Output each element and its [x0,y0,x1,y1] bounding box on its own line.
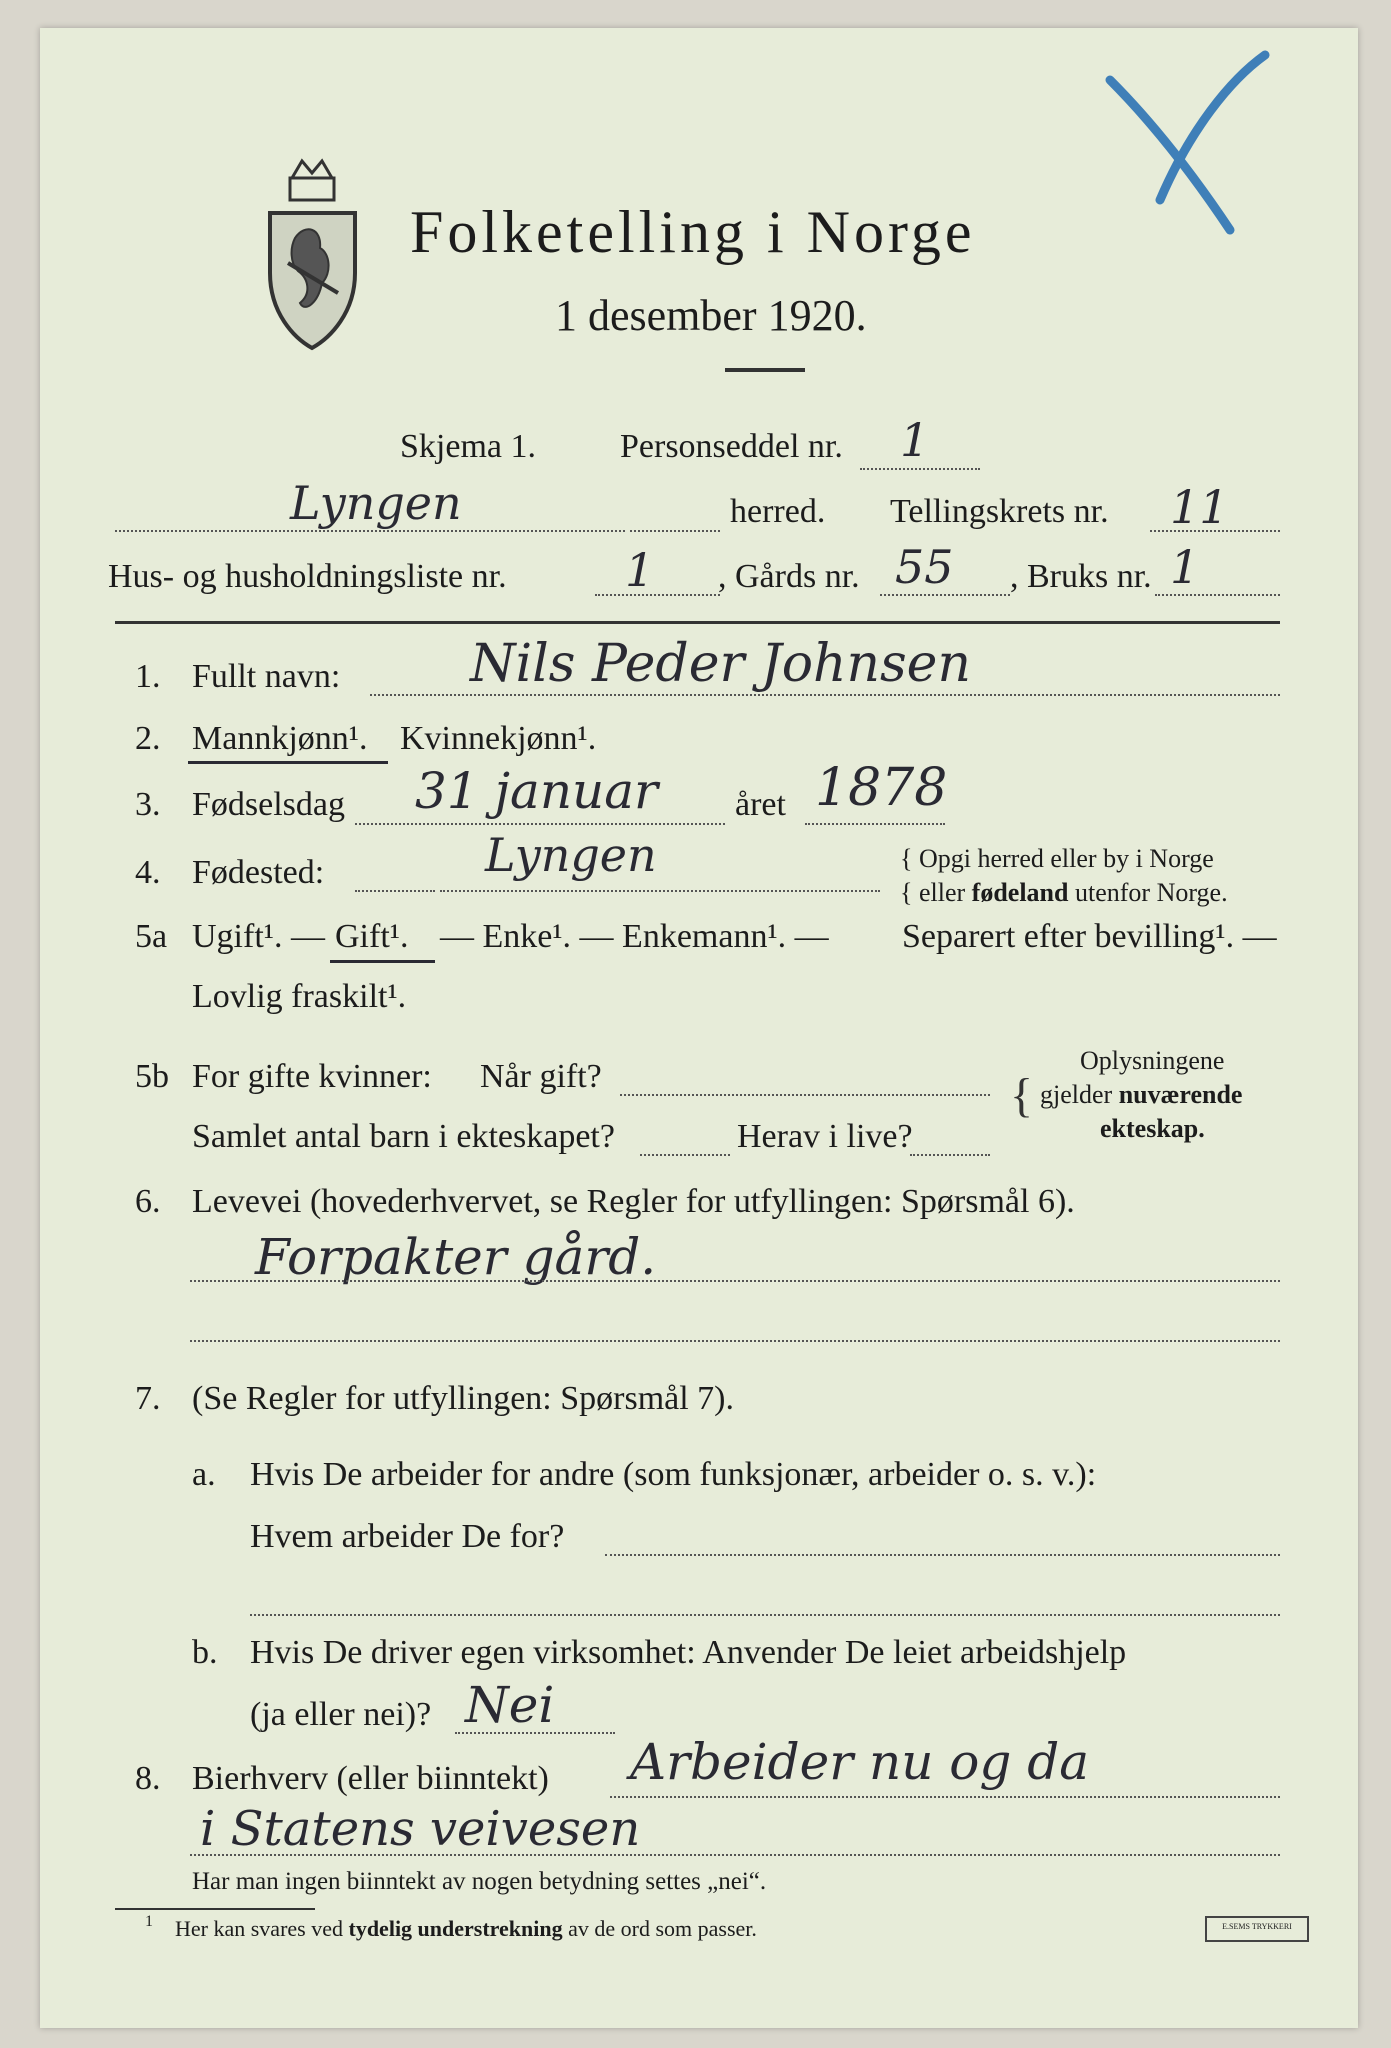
q5a-fraskilt: Lovlig fraskilt¹. [192,978,407,1015]
q4-note-1: { Opgi herred eller by i Norge [900,844,1214,873]
q7b-letter: b. [192,1634,218,1671]
bruks-label: , Bruks nr. [1010,558,1152,595]
q5a-number: 5a [135,918,168,955]
q5a-ugift: Ugift¹. — [192,918,325,955]
q3-number: 3. [135,786,161,823]
q1-label: Fullt navn: [192,658,341,695]
skjema-label: Skjema 1. [400,428,536,465]
personseddel-label: Personseddel nr. [620,428,843,465]
blue-x-mark-icon [1080,40,1280,250]
q5b-herav: Herav i live? [737,1118,913,1155]
q7b-value: Nei [465,1676,555,1734]
q1-value: Nils Peder Johnsen [470,634,971,694]
q3-label: Fødselsdag [192,786,345,823]
q4-value: Lyngen [485,828,657,882]
q5b-note-3: ekteskap. [1100,1114,1205,1143]
q8-value-2: i Statens veivesen [200,1801,641,1857]
q7b-question: (ja eller nei)? [250,1696,432,1733]
q5a-rest: — Enke¹. — Enkemann¹. — [440,918,829,955]
q4-number: 4. [135,854,161,891]
q5a-separert: Separert efter bevilling¹. — [902,918,1277,955]
q1-number: 1. [135,658,161,695]
q6-label: Levevei (hovederhvervet, se Regler for utfyllingen: Spørsmål 6). [192,1183,1075,1220]
q7-number: 7. [135,1380,161,1417]
q5a-gift: Gift¹. [335,918,409,955]
hus-value: 1 [625,543,655,597]
q3-value: 31 januar [415,762,658,820]
footnote-text: Her kan svares ved tydelig understrekning av de ord som passer. [175,1916,757,1941]
q6-number: 6. [135,1183,161,1220]
q5b-note-2: gjelder nuværende [1040,1080,1243,1109]
q8-label: Bierhverv (eller biinntekt) [192,1760,549,1797]
q8-note: Har man ingen biinntekt av nogen betydning settes „nei“. [192,1868,767,1895]
q7a-question: Hvem arbeider De for? [250,1518,565,1555]
tellingskrets-label: Tellingskrets nr. [890,493,1109,530]
bruks-value: 1 [1170,540,1200,594]
coat-of-arms-icon [260,153,365,353]
form-date: 1 desember 1920. [555,291,867,340]
gards-value: 55 [895,540,954,594]
q6-value: Forpakter gård. [255,1228,657,1286]
census-form: Folketelling i Norge 1 desember 1920. Skjema 1. Personseddel nr. 1 Lyngen herred. Tellingskrets nr. 11 Hus- og husholdningsliste nr. 1 , Gårds nr. 55 , Bruks nr. 1 1. Fullt navn: Nils Peder Johnsen 2. Mannkjønn¹. Kvinnekjønn¹. 3. Fødselsdag 31 januar året 1878 4. Fødested: Lyngen { Opgi herred eller by i Norge { eller fødeland utenfor Norge. 5a Ugift¹. — Gift¹. — Enke¹. — Enkemann¹. — Separert efter bevilling¹. — Lovlig fraskilt¹. 5b For gifte kvinner: Når gift? Samlet antal barn i ekteskapet? Herav i live? { Oplysningene gjelder nuværende ekteskap. 6. Levevei (hovederhvervet, se Regler for utfyllingen: Spørsmål 6). Forpakter gård. 7. (Se Regler for utfyllingen: Spørsmål 7). a. Hvis De arbeider for andre (som funksjonær, arbeider o. s. v.): Hvem arbeider De for? b. Hvis De driver egen virksomhet: Anvender De leiet arbeidshjelp (ja eller nei)? Nei 8. Bierhverv (eller biinntekt) Arbeider nu og da i Statens veivesen Har man ingen biinntekt av nogen betydning settes „nei“. 1 Her kan svares ved tydelig understrekning av de ord som passer. E.SEMS TRYKKERI [40,28,1358,2028]
q7-label: (Se Regler for utfyllingen: Spørsmål 7). [192,1380,735,1417]
q3-year: 1878 [815,758,948,818]
q5b-label: For gifte kvinner: [192,1058,432,1095]
q8-number: 8. [135,1760,161,1797]
q4-label: Fødested: [192,854,325,891]
form-title: Folketelling i Norge [410,199,976,265]
q5b-naar: Når gift? [480,1058,602,1095]
q5b-number: 5b [135,1058,169,1095]
hus-label: Hus- og husholdningsliste nr. [108,558,507,595]
tellingskrets-value: 11 [1170,480,1229,534]
q2-kvinne: Kvinnekjønn¹. [400,720,597,757]
q5b-samlet: Samlet antal barn i ekteskapet? [192,1118,615,1155]
herred-value: Lyngen [290,476,462,530]
q3-aret: året [735,786,786,823]
herred-label: herred. [730,493,826,530]
gards-label: , Gårds nr. [718,558,860,595]
q7b-text: Hvis De driver egen virksomhet: Anvender De leiet arbeidshjelp [250,1634,1127,1671]
q7a-letter: a. [192,1456,216,1493]
q8-value-1: Arbeider nu og da [630,1733,1090,1791]
printer-stamp: E.SEMS TRYKKERI [1205,1916,1309,1942]
q2-mann: Mannkjønn¹. [192,720,368,757]
footnote-mark: 1 [145,1913,153,1930]
q2-number: 2. [135,720,161,757]
q4-note-2: { eller fødeland utenfor Norge. [900,878,1228,907]
personseddel-value: 1 [900,413,930,467]
q7a-text: Hvis De arbeider for andre (som funksjonær, arbeider o. s. v.): [250,1456,1097,1493]
q5b-note-1: Oplysningene [1080,1046,1225,1075]
